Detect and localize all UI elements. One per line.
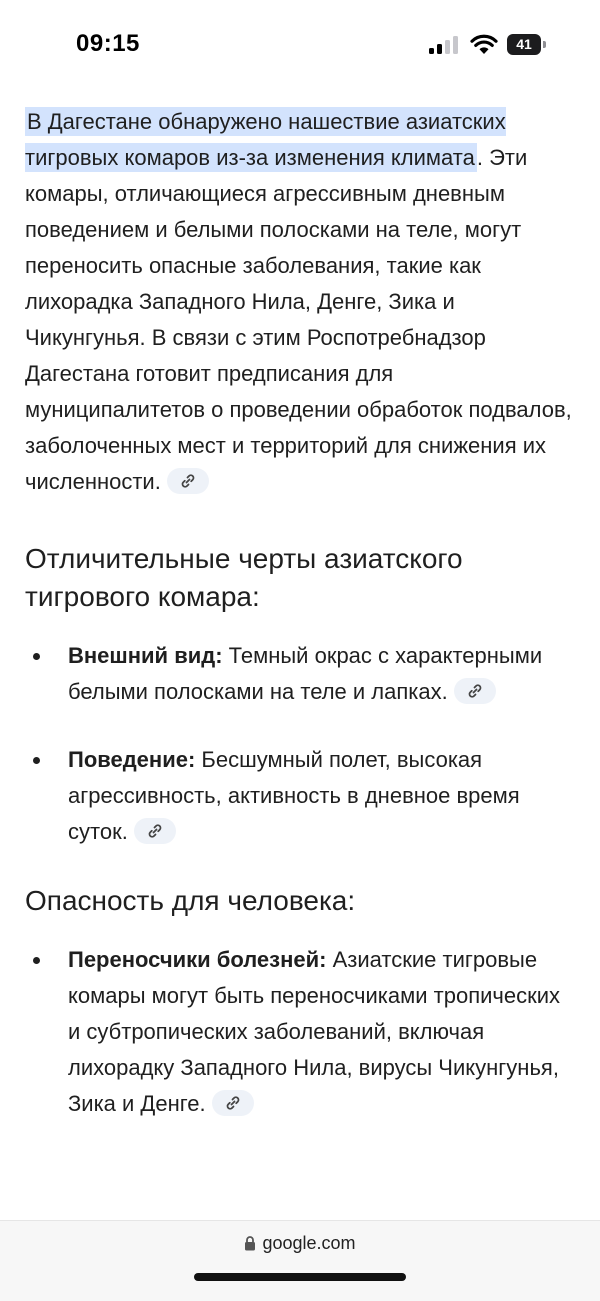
lock-icon [244,1236,256,1251]
list-item [25,638,575,710]
url-text: google.com [262,1233,356,1253]
address-bar[interactable] [0,1233,600,1254]
item-text: Азиатские тигровые комары могут быть переносчиками тропических и субтропических заболеваний, включая лихорадку Западного Нила, вирусы Чикунгунья, Зика и Денге. [68,947,561,1116]
list-item [25,742,575,850]
article-content [25,104,575,1154]
intro-paragraph [25,104,575,500]
status-bar [0,0,600,90]
battery-level: 41 [507,34,541,55]
item-text: Бесшумный полет, высокая агрессивность, активность в дневное время суток. [68,747,520,844]
list-item [25,942,575,1122]
home-indicator[interactable] [194,1273,406,1281]
highlighted-text[interactable]: В Дагестане обнаружено нашествие азиатских тигровых комаров из-за изменения климата [25,109,506,170]
item-term: Переносчики болезней: [68,947,327,972]
danger-list [25,942,575,1122]
features-list [25,638,575,850]
section-heading-danger: Опасность для человека: [25,885,356,916]
section-heading-features: Отличительные черты азиатского тигрового комара: [25,543,463,612]
link-icon [467,683,483,699]
source-link-button[interactable] [454,678,496,704]
browser-bottom-bar [0,1220,600,1301]
source-link-button[interactable] [134,818,176,844]
link-icon [225,1095,241,1111]
battery-icon [507,34,545,55]
item-text: Темный окрас с характерными белыми полосками на теле и лапках. [68,643,543,704]
item-term: Поведение: [68,747,196,772]
signal-icon [429,36,461,54]
intro-text: . Эти комары, отличающиеся агрессивным дневным поведением и белыми полосками на теле, могут переносить опасные заболевания, такие как лихорадка Западного Нила, Денге, Зика и Чикунгунья. В связи с этим Роспотребнадзор Дагестана готовит предписания для муниципалитетов о проведении обработок подвалов, заболоченных мест и территорий для снижения их численности. [25,145,572,494]
item-term: Внешний вид: [68,643,223,668]
link-icon [147,823,163,839]
wifi-icon [470,33,498,55]
source-link-button[interactable] [167,468,209,494]
source-link-button[interactable] [212,1090,254,1116]
status-time: 09:15 [76,30,140,57]
link-icon [180,473,196,489]
